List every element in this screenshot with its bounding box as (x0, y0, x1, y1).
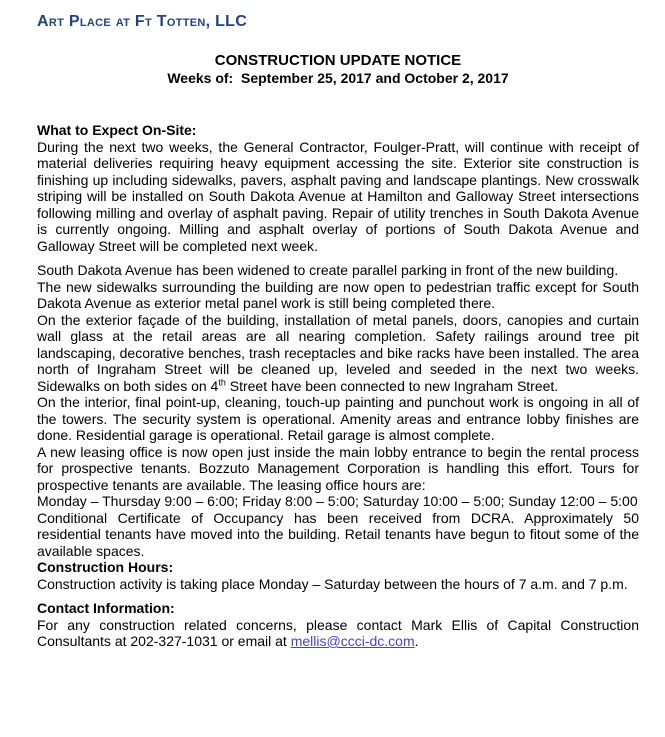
paragraph-sidewalks-open: The new sidewalks surrounding the building are now open to pedestrian traffic except for South Dakota Avenue as exterior metal panel work is still being completed there. (37, 278, 639, 311)
paragraph-contact (37, 617, 639, 650)
document-title: CONSTRUCTION UPDATE NOTICE (214, 52, 462, 69)
paragraph-exterior-facade (37, 312, 639, 395)
paragraph-occupancy: Conditional Certificate of Occupancy has been received from DCRA. Approximately 50 residential tenants have moved into the building. Retail tenants have begun to fitout some of the available spaces. (37, 509, 639, 559)
contact-text-after-link: . (414, 633, 419, 649)
paragraph-construction-hours: Construction activity is taking place Monday – Saturday between the hours of 7 a.m. and 7 p.m. (37, 575, 628, 592)
paragraph-road-widening: South Dakota Avenue has been widened to create parallel parking in front of the new building. (37, 262, 619, 278)
ordinal-superscript: th (218, 376, 226, 387)
section-construction-hours (37, 559, 639, 592)
contact-text-before-link: For any construction related concerns, please contact Mark Ellis of Capital Construction Consultants at 202-327-1031 or email at (37, 616, 639, 649)
email-link[interactable]: mellis@ccci-dc.com (290, 633, 415, 649)
paragraph-site-work: During the next two weeks, the General Contractor, Foulger-Pratt, will continue with receipt of material deliveries requiring heavy equipment accessing the site. Exterior site construction is finishing up including sidewalks, pavers, asphalt paving and landscape plantings. New crosswalk striping will be installed on South Dakota Avenue at Hamilton and Galloway Street intersections following milling and overlay of asphalt paving. Repair of utility trenches in South Dakota Avenue is currently ongoing. Milling and asphalt overlay of portions of South Dakota Avenue and Galloway Street will be completed next week. (37, 138, 639, 254)
facade-text-after-ordinal: Street have been connected to new Ingraham Street. (225, 377, 559, 394)
paragraph-leasing-office: A new leasing office is now open just inside the main lobby entrance to begin the rental process for prospective tenants. Bozzuto Management Corporation is handling this effort. Tours for prospective tenants are available. The leasing office hours are: (37, 443, 639, 493)
facade-text-before-ordinal: On the exterior façade of the building, installation of metal panels, doors, canopies and curtain wall glass at the retail areas are all nearing completion. Safety railings around tree pit landscaping, decorative benches, trash receptacles and bike racks have been installed. The area north of Ingraham Street will be cleaned up, leveled and seeded in the next two weeks. Sidewalks on both sides on 4 (37, 311, 639, 394)
section-heading-what-to-expect: What to Expect On-Site: (37, 122, 197, 138)
document-body (37, 122, 639, 650)
section-heading-contact: Contact Information: (37, 600, 175, 616)
section-what-to-expect (37, 122, 639, 254)
paragraph-interior-work: On the interior, final point-up, cleaning, touch-up painting and punchout work is ongoing in all of the towers. The security system is operational. Amenity areas and entrance lobby finishes are done. Residential garage is operational. Retail garage is almost complete. (37, 394, 639, 443)
section-heading-construction-hours: Construction Hours: (37, 559, 174, 575)
leasing-hours-line: Monday – Thursday 9:00 – 6:00; Friday 8:00 – 5:00; Saturday 10:00 – 5:00; Sunday 12:00 – 5:00 (37, 493, 638, 509)
section-contact-information (37, 600, 639, 650)
company-name: Art Place at Ft Totten, LLC (37, 13, 248, 30)
document-subtitle: Weeks of: September 25, 2017 and October 2, 2017 (167, 70, 509, 86)
title-block (37, 52, 639, 86)
